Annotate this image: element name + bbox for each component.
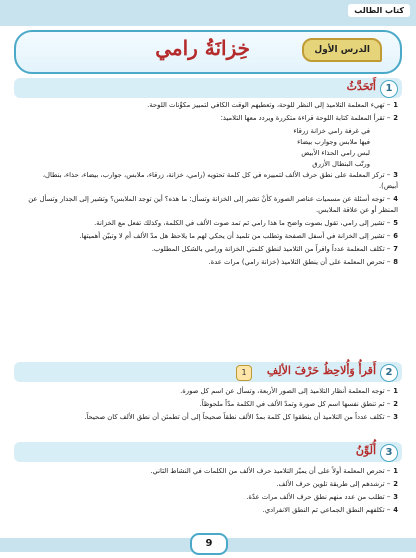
section-1-content — [22, 100, 398, 270]
section-3-content — [22, 466, 398, 518]
section-2-heading: أَقرأُ وَأُلاحِظُ حَرْفَ الألِفِ — [266, 364, 376, 377]
list-item: 7– تكلف المعلمة عدداً وافراً من التلاميذ لنطق كلمتي الخزانة ورامي بالشكل المطلوب. — [151, 245, 398, 253]
recitation-lines — [22, 126, 398, 170]
list-item: 3– تركز المعلمة على نطق حرف الألف لتمييزه في كل كلمة تحتويه (رامي، خزانة، زرقاء، ملابس، جوارب، بيضاء، حذاء، بنطال، أبيض). — [42, 171, 398, 190]
section-1-heading: أَتَحَدَّثُ — [346, 80, 376, 93]
section-2-content — [22, 386, 398, 425]
list-item: 8– تحرص المعلمة على أن ينطق التلاميذ (خزانة رامي) مرات عدة. — [208, 258, 398, 266]
section-1-number: 1 — [380, 80, 398, 98]
list-item: 1– توجه المعلمة أنظار التلاميذ إلى الصور الأربعة، وتسأل عن اسم كل صورة. — [180, 387, 398, 395]
list-item: 3– تطلب من عدد منهم نطق حرف الألف مرات عدّة. — [246, 493, 398, 501]
section-3-number: 3 — [380, 444, 398, 462]
page-number: 9 — [190, 533, 228, 555]
list-item: 2– ترشدهم إلى طريقة تلوين حرف الألف. — [276, 480, 398, 488]
list-item: 2– تقرأ المعلمة كتابة اللوحة قراءة متكررة ويردد معها التلاميذ: — [220, 114, 398, 122]
recitation-line: في غرفة رامي خزانة زرقاء — [293, 127, 370, 135]
list-item: 2– ثم تنطق نفسها اسم كل صورة وتمدّ الألف في الكلمة مدّاً ملحوظاً. — [199, 400, 398, 408]
list-item: 6– تشير إلى الخزانة في أسفل الصفحة وتطلب من تلميذ أن يحكي لهم ما يلاحظ هل مدّ الألف أم لا وتبيّن أهميتها. — [79, 232, 398, 240]
lesson-title: خِزانَةُ رامي — [155, 36, 250, 60]
recitation-line: ورتّب البنطال الأزرق — [312, 160, 370, 168]
lesson-title-banner — [14, 30, 402, 74]
list-item: 4– توجه أسئلة عن مسميات عناصر الصورة كأنْ تشير إلى الخزانة وتسأل: ما هذه؟ أين توجد الملابس؟ وتشير إلى الجدار وتسأل عن المنظر أو عن علاقة الملابس. — [28, 195, 398, 214]
list-item: 1– تحرص المعلمة أولاً على أن يميّز التلاميذ حرف الألف من الكلمات في النشاط الثاني. — [150, 467, 398, 475]
recitation-line: لبس رامي الحذاء الأبيض — [301, 149, 370, 157]
section-1-header — [14, 78, 402, 98]
section-3-header — [14, 442, 402, 462]
recitation-line: فيها ملابس وجوارب بيضاء — [297, 138, 370, 146]
book-label: كتاب الطالب — [348, 4, 410, 17]
list-item: 4– تكلفهم النطق الجماعي ثم النطق الانفرادي. — [262, 506, 398, 514]
list-item: 5– تشير إلى رامي، تقول بصوت واضح ما هذا رامي ثم تمد صوت الألف في الكلمة، وكذلك تفعل مع الخزانة. — [94, 219, 398, 227]
list-item: 3– تكلف عدداً من التلاميذ أن ينطقوا كل كلمة بمدّ الألف نطقاً صحيحاً إلى أن تطمئن أن نطق الألف كان صحيحاً. — [84, 413, 398, 421]
section-3-heading: أُلَوِّنُ — [355, 444, 376, 457]
list-item: 1– تهيء المعلمة التلاميذ إلى النظر للوحة، وتعطيهم الوقت الكافي لتمييز مكوِّنات اللوحة. — [147, 101, 398, 109]
section-2-header — [14, 362, 402, 382]
top-header-bar — [0, 0, 416, 26]
activity-badge: 1 — [236, 365, 252, 381]
section-2-number: 2 — [380, 364, 398, 382]
lesson-tab: الدرس الأول — [302, 38, 382, 62]
